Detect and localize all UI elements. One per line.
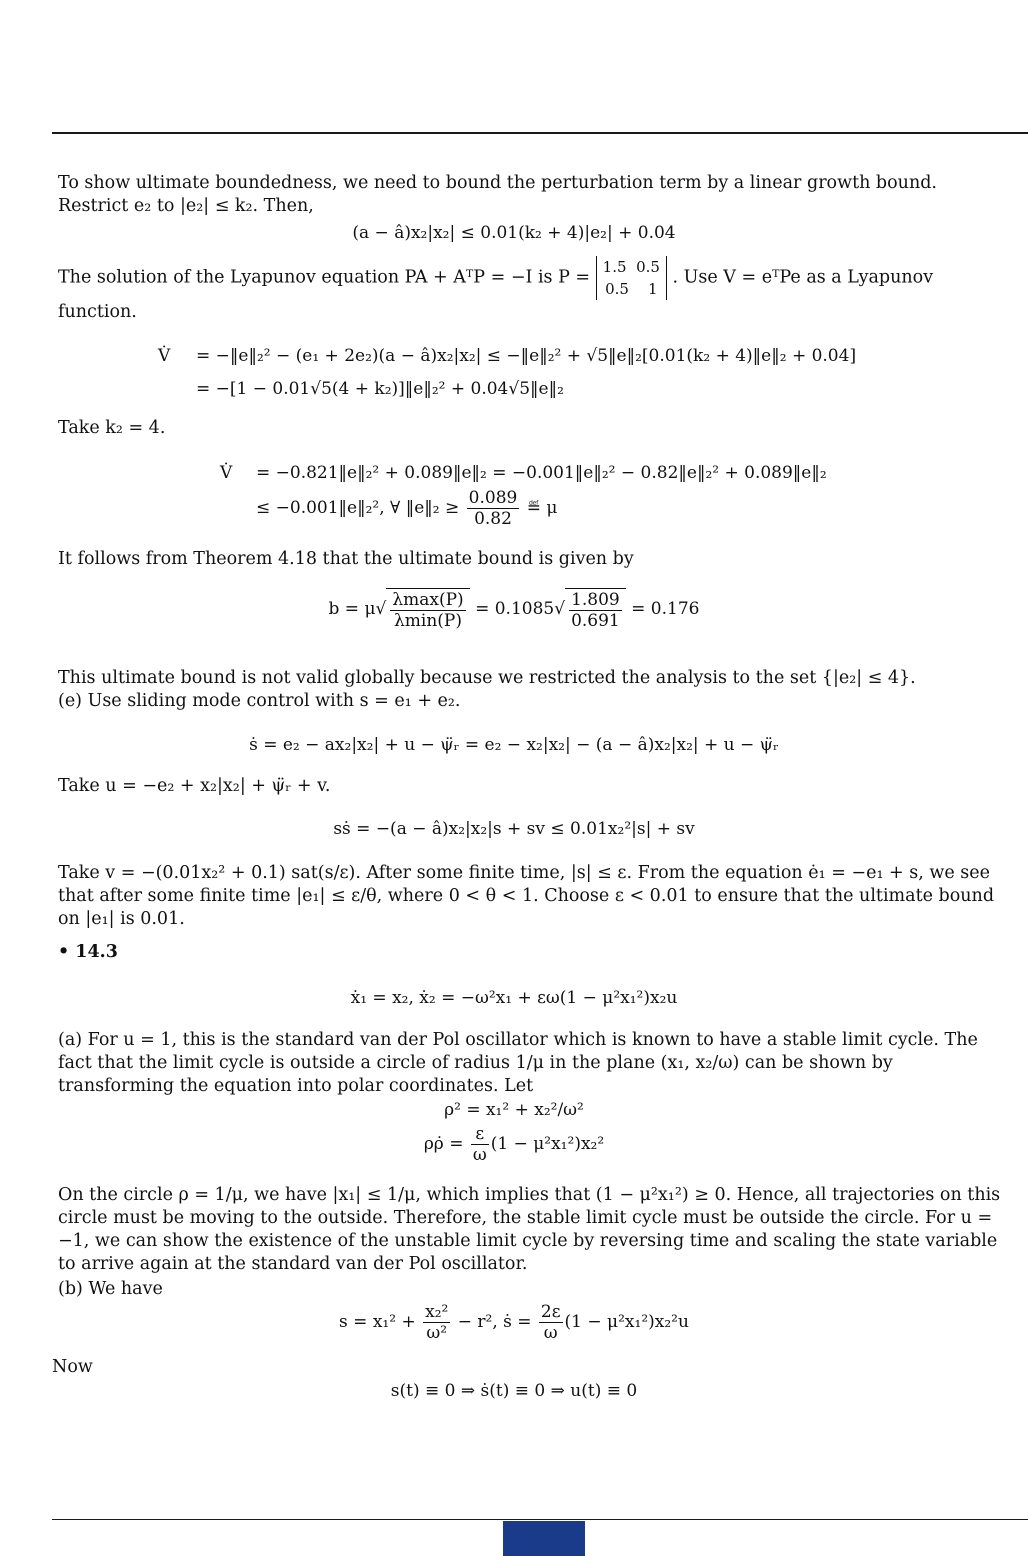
frac-num: x₂²	[425, 1302, 449, 1322]
paragraph-part-e: (e) Use sliding mode control with s = e₁ + e₂.	[58, 691, 461, 711]
s-mid: − r², ṡ =	[457, 1312, 532, 1332]
page-number-box	[503, 1521, 585, 1556]
b-post: = 0.176	[631, 599, 700, 619]
paragraph-lyapunov	[58, 256, 1003, 300]
equation-perturbation-bound: (a − â)x₂|x₂| ≤ 0.01(k₂ + 4)|e₂| + 0.04	[352, 223, 676, 243]
frac-num: 0.089	[468, 488, 518, 508]
equation-sdot: ṡ = e₂ − ax₂|x₂| + u − ψ̈ᵣ = e₂ − x₂|x₂| − (a − â)x₂|x₂| + u − ψ̈ᵣ	[249, 735, 779, 755]
equation-system: ẋ₁ = x₂, ẋ₂ = −ω²x₁ + εω(1 − μ²x₁²)x₂u	[350, 988, 678, 1008]
matrix-cell: 0.5	[605, 280, 629, 298]
paragraph-function: function.	[58, 302, 137, 322]
frac-den: 0.691	[571, 611, 620, 631]
b-pre: b = μ	[328, 599, 376, 619]
vdot-rhs-4	[256, 488, 557, 529]
matrix-p	[596, 256, 667, 300]
paragraph-take-v: Take v = −(0.01x₂² + 0.1) sat(s/ε). After some finite time, |s| ≤ ε. From the equation ė₁ = −e₁ + s, we see that after some finite time |e₁| ≤ ε/θ, where 0 < θ < 1. Choose ε < 0.01 to ensure that the ultimate bound on |e₁| is 0.01.	[58, 863, 995, 929]
section-bullet-14-3: • 14.3	[58, 942, 118, 962]
sqrt-lambda: √ $\frac{\lambda\max(P)}{\lambda\min(P)}$	[376, 588, 470, 631]
s-pre: s = x₁² +	[339, 1312, 416, 1332]
equation-ssdot: sṡ = −(a − â)x₂|x₂|s + sv ≤ 0.01x₂²|s| + sv	[333, 819, 695, 839]
fraction-mu	[467, 488, 520, 529]
equation-rho-dot	[0, 1124, 1028, 1165]
paragraph-now: Now	[52, 1357, 93, 1377]
paragraph-theorem: It follows from Theorem 4.18 that the ultimate bound is given by	[58, 549, 634, 569]
b-mid: = 0.1085	[475, 599, 555, 619]
vdot-lhs-1: V̇	[158, 346, 171, 366]
fraction-2eps-omega	[539, 1302, 563, 1343]
matrix-cell: 1.5	[602, 258, 627, 276]
frac-den: 0.82	[474, 509, 512, 529]
paragraph-part-b: (b) We have	[58, 1279, 163, 1299]
paragraph-take-u: Take u = −e₂ + x₂|x₂| + ψ̈ᵣ + v.	[58, 776, 331, 796]
take-k2: Take k₂ = 4.	[58, 418, 166, 438]
paragraph-not-global: This ultimate bound is not valid globally because we restricted the analysis to the set {|e₂| ≤ 4}.	[58, 668, 916, 688]
frac-den: λmin(P)	[394, 611, 462, 631]
vdot-rhs-3: = −0.821‖e‖₂² + 0.089‖e‖₂ = −0.001‖e‖₂² − 0.82‖e‖₂² + 0.089‖e‖₂	[256, 463, 827, 483]
equation-s-definition	[0, 1302, 1028, 1343]
s-post: (1 − μ²x₁²)x₂²u	[564, 1312, 689, 1332]
paragraph-part-a: (a) For u = 1, this is the standard van der Pol oscillator which is known to have a stable limit cycle. The fact that the limit cycle is outside a circle of radius 1/μ in the plane (x₁, x₂/ω) can be shown by transforming the equation into polar coordinates. Let	[58, 1030, 978, 1096]
fraction-eps-omega	[471, 1124, 489, 1165]
paragraph-circle: On the circle ρ = 1/μ, we have |x₁| ≤ 1/μ, which implies that (1 − μ²x₁²) ≥ 0. Hence, all trajectories on this circle must be moving to the outside. Therefore, the stable limit cycle must be outside the circle. For u = −1, we can show the existence of the unstable limit cycle by reversing time and scaling the state variable to arrive again at the standard van der Pol oscillator.	[58, 1185, 1001, 1274]
vdot-rhs-2: = −[1 − 0.01√5(4 + k₂)]‖e‖₂² + 0.04√5‖e‖₂	[196, 379, 564, 399]
vdot4-pre: ≤ −0.001‖e‖₂², ∀ ‖e‖₂ ≥	[256, 498, 460, 518]
frac-num: λmax(P)	[392, 590, 464, 610]
paragraph-restrict: To show ultimate boundedness, we need to bound the perturbation term by a linear growth bound. Restrict e₂ to |e₂| ≤ k₂. Then,	[58, 173, 937, 216]
header-rule	[52, 132, 1028, 134]
matrix-cell: 0.5	[636, 258, 660, 276]
frac-den: ω	[472, 1145, 487, 1165]
frac-num: 1.809	[571, 590, 620, 610]
vdot-rhs-1: = −‖e‖₂² − (e₁ + 2e₂)(a − â)x₂|x₂| ≤ −‖e‖₂² + √5‖e‖₂[0.01(k₂ + 4)‖e‖₂ + 0.04]	[196, 346, 857, 366]
footer-rule	[52, 1519, 1028, 1520]
fraction-x2-omega	[423, 1302, 450, 1343]
frac-den: ω²	[426, 1323, 448, 1343]
frac-den: ω	[543, 1323, 558, 1343]
frac-num: 2ε	[540, 1302, 561, 1322]
sqrt-values: √ $\frac{1.809}{0.691}$	[554, 588, 626, 631]
matrix-cell: 1	[648, 280, 658, 298]
equation-implication: s(t) ≡ 0 ⇒ ṡ(t) ≡ 0 ⇒ u(t) ≡ 0	[390, 1381, 638, 1401]
equation-rho-squared: ρ² = x₁² + x₂²/ω²	[444, 1100, 584, 1120]
vdot-lhs-3: V̇	[220, 463, 233, 483]
equation-ultimate-bound	[0, 588, 1028, 631]
lyapunov-text-2: . Use V = eᵀPe as a Lyapunov	[672, 267, 934, 288]
rho-dot-post: (1 − μ²x₁²)x₂²	[490, 1134, 605, 1154]
vdot4-post: ≝ μ	[526, 498, 558, 518]
frac-num: ε	[471, 1124, 489, 1145]
rho-dot-pre: ρρ̇ =	[423, 1134, 464, 1154]
lyapunov-text: The solution of the Lyapunov equation PA + AᵀP = −I is P =	[58, 267, 591, 288]
